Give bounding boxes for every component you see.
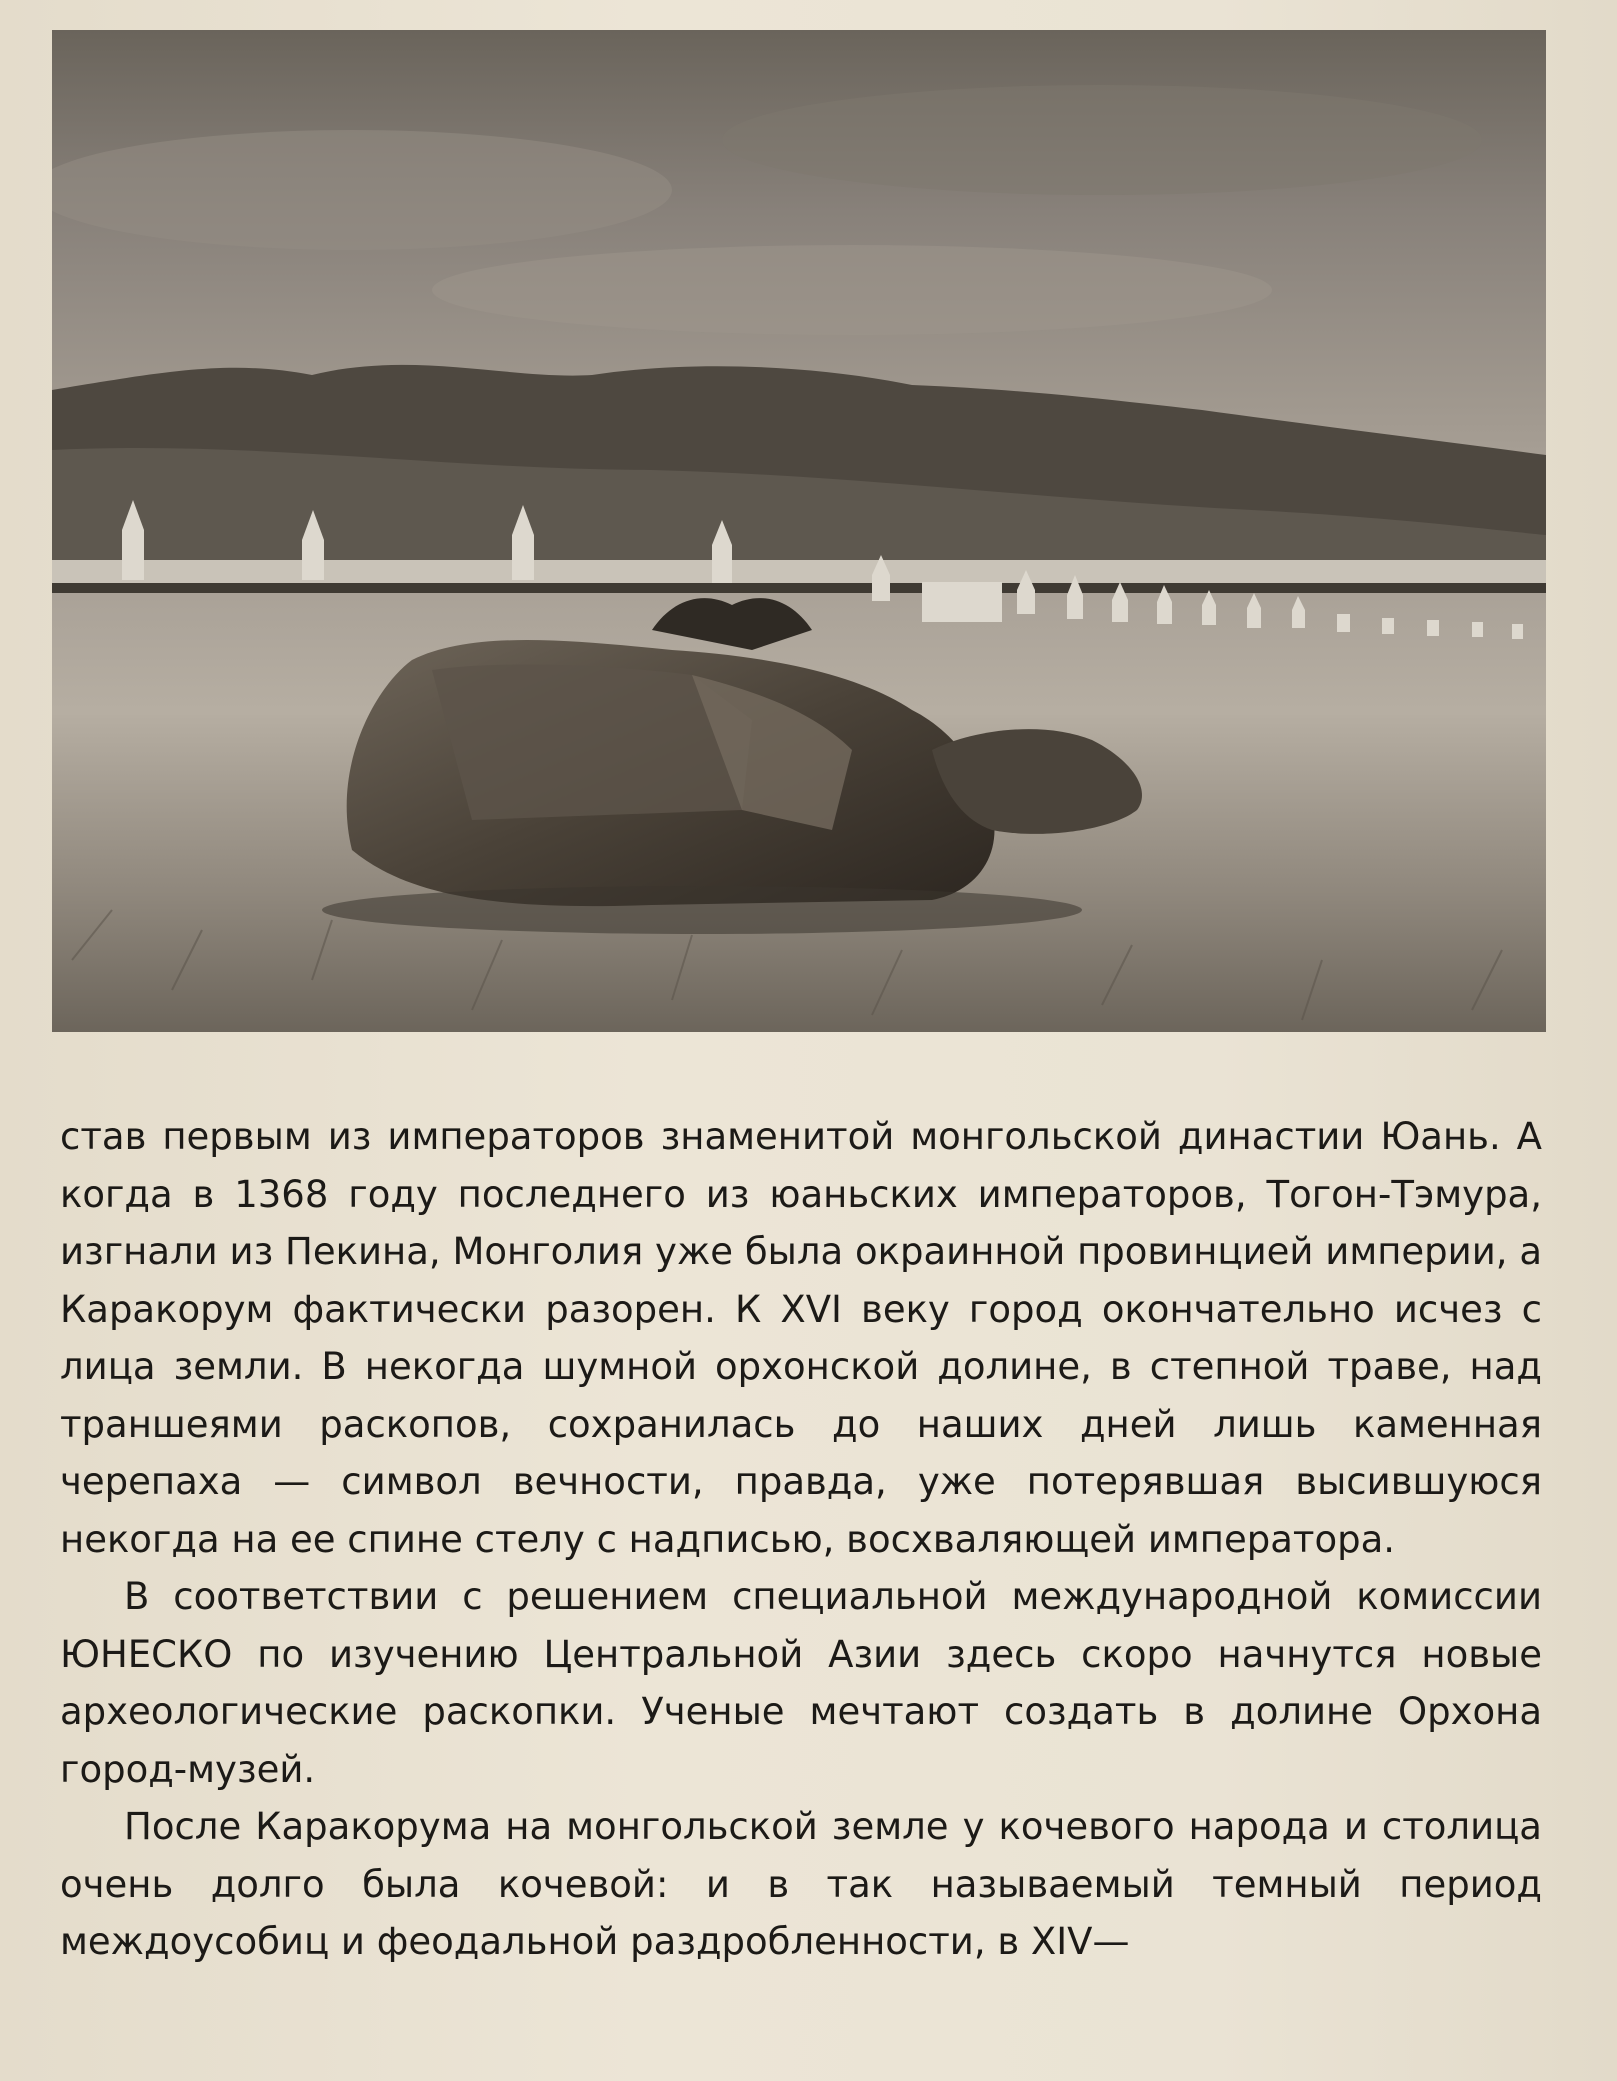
paragraph-1: став первым из императоров знаменитой монгольской династии Юань. А когда в 1368 году последнего из юаньских императоров, Тогон-Тэмура, изгнали из Пекина, Монголия уже была окраинной провинцией империи, а Каракорум фактически разорен. К XVI веку город окончательно исчез с лица земли. В некогда шумной орхонской долине, в степной траве, над траншеями раскопов, сохранилась до наших дней лишь каменная черепаха — символ вечности, правда, уже потерявшая высившуюся некогда на ее спине стелу с надписью, восхваляющей императора. [60, 1115, 1542, 1561]
stone-turtle-photo [52, 30, 1546, 1032]
article-text [60, 1108, 1542, 1971]
paragraph-3: После Каракорума на монгольской земле у кочевого народа и столица очень долго была кочевой: и в так называемый темный период междоусобиц и феодальной раздробленности, в XIV— [60, 1805, 1542, 1963]
paragraph-2: В соответствии с решением специальной международной комиссии ЮНЕСКО по изучению Центральной Азии здесь скоро начнутся новые археологические раскопки. Ученые мечтают создать в долине Орхона город-музей. [60, 1575, 1542, 1791]
stone-turtle-steppe-illustration [52, 30, 1546, 1032]
